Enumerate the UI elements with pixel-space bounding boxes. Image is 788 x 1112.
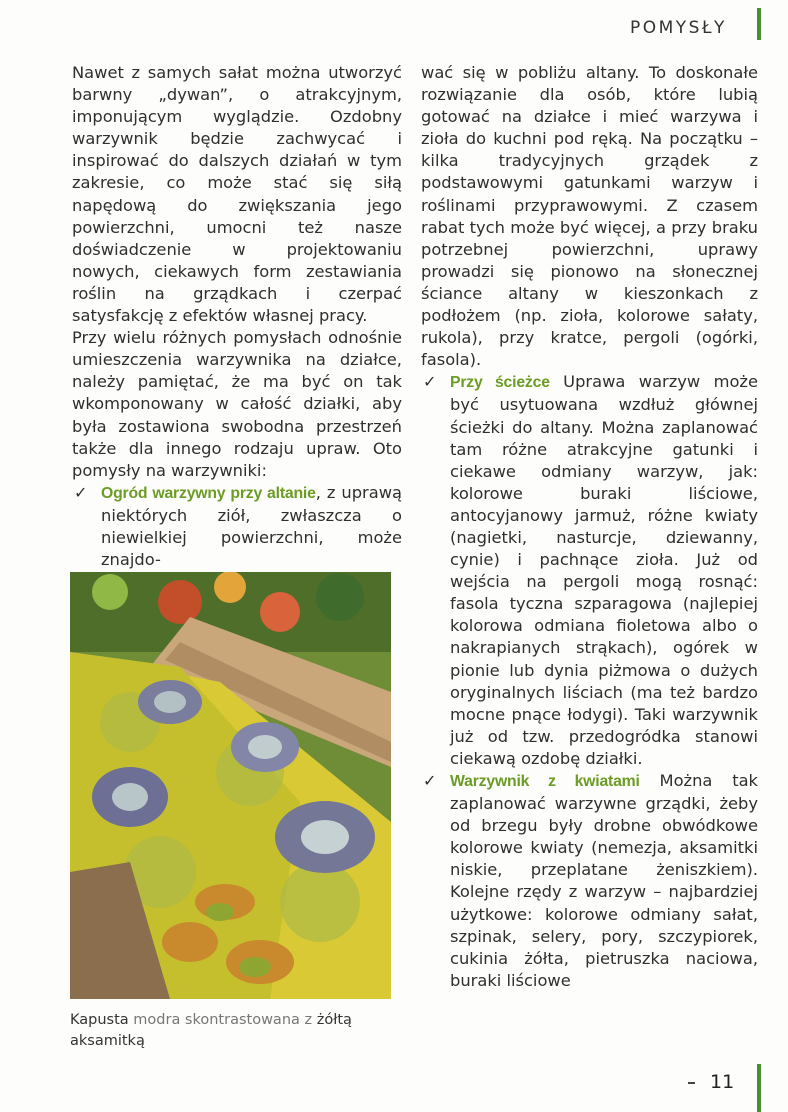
page-number-dash [688, 1082, 695, 1084]
check-icon: ✓ [74, 482, 88, 502]
page-accent-bar [757, 1064, 761, 1112]
item-text-gazebo: , z uprawą niektórych ziół, zwłaszcza o niewielkiej powierzchni, może znajdo- [101, 482, 402, 570]
continued-paragraph: wać się w pobliżu altany. To doskonałe rozwiązanie dla osób, które lubią gotować na działce i mieć warzywa i zioła do kuchni pod ręką. Na początku – kilka tradycyjnych grządek z podstawowymi gatunkami warzyw i roślinami przyprawowymi. Z czasem rabat tych może być więcej, a przy braku potrzebnej powierzchni, uprawy prowadzi się pionowo na słonecznej ściance altany w kieszonkach z podłożem (np. zioła, kolorowe sałaty, rukola), przy kratce, pergoli (ogórki, fasola). [421, 63, 758, 370]
item-title-gazebo: Ogród warzywny przy altanie [101, 484, 316, 502]
item-text-path: Uprawa warzyw może być usytuowana wzdłuż głównej ścieżki do altany. Można zaplanować tam różne atrakcyjne gatunki i ciekawe odmiany warzyw, jak: kolorowe buraki liściowe, antocyjanowy jarmuż, różne kwiaty (nagietki, nasturcje, dziewanny, cynie) i pachnące zioła. Już od wejścia na pergoli mogą rosnąć: fasola tyczna szparagowa (najlepiej kolorowa odmiana fioletowa albo o nakrapianych strąkach), ogórek w pionie lub dynia piżmowa o dużych oryginalnych liściach (ma też bardzo mocne pnące łodygi). Taki warzywnik już od tzw. przedogródka stanowi ciekawą ozdobę działki. [450, 372, 758, 768]
list-item-flowers [421, 770, 758, 992]
caption-part-2: modra skontrastowana z [128, 1012, 317, 1028]
list-item-gazebo [72, 482, 402, 571]
right-column [421, 62, 758, 992]
item-title-flowers: Warzywnik z kwiatami [450, 773, 640, 790]
caption-part-1: Kapusta [70, 1012, 129, 1028]
cabbage-marigold-image [70, 572, 391, 999]
intro-paragraph: Nawet z samych sałat można utworzyć barwny „dywan”, o atrakcyjnym, imponującym wyglądzie. Ozdobny warzywnik będzie zachwycać i inspirować do dalszych działań w tym zakresie, co może stać się siłą napędową do zwiększania jego powierzchni, umocni też nasze doświadczenie w projektowaniu nowych, ciekawych form zestawiania roślin na grządkach i czerpać satysfakcję z efektów własnej pracy. [72, 63, 402, 326]
left-column [72, 62, 402, 571]
photo-caption [70, 1010, 400, 1052]
ideas-paragraph: Przy wielu różnych pomysłach odnośnie umieszczenia warzywnika na działce, należy pamiętać, że ma być on tak wkomponowany w całość działki, aby była zostawiona swobodna przestrzeń także dla innego rodzaju upraw. Oto pomysły na warzywniki: [72, 328, 402, 480]
check-icon: ✓ [423, 372, 437, 392]
check-icon: ✓ [423, 771, 437, 790]
page-number: 11 [710, 1071, 735, 1093]
item-title-path: Przy ścieżce [450, 374, 550, 392]
caption-part-3: żółtą aksamitką [70, 1012, 352, 1049]
garden-photo [70, 572, 391, 999]
list-item-path [421, 371, 758, 770]
section-accent-bar [757, 8, 761, 40]
item-text-flowers: Można tak zaplanować warzywne grządki, żeby od brzegu były drobne obwódkowe kolorowe kwiaty (nemezja, aksamitki niskie, przeplatane żeniszkiem). Kolejne rzędy z warzyw – najbardziej użytkowe: kolorowe odmiany sałat, szpinak, selery, pory, szczypiorek, cukinia żółta, pietruszka naciowa, buraki liściowe [450, 771, 758, 990]
section-tag: POMYSŁY [630, 18, 727, 38]
